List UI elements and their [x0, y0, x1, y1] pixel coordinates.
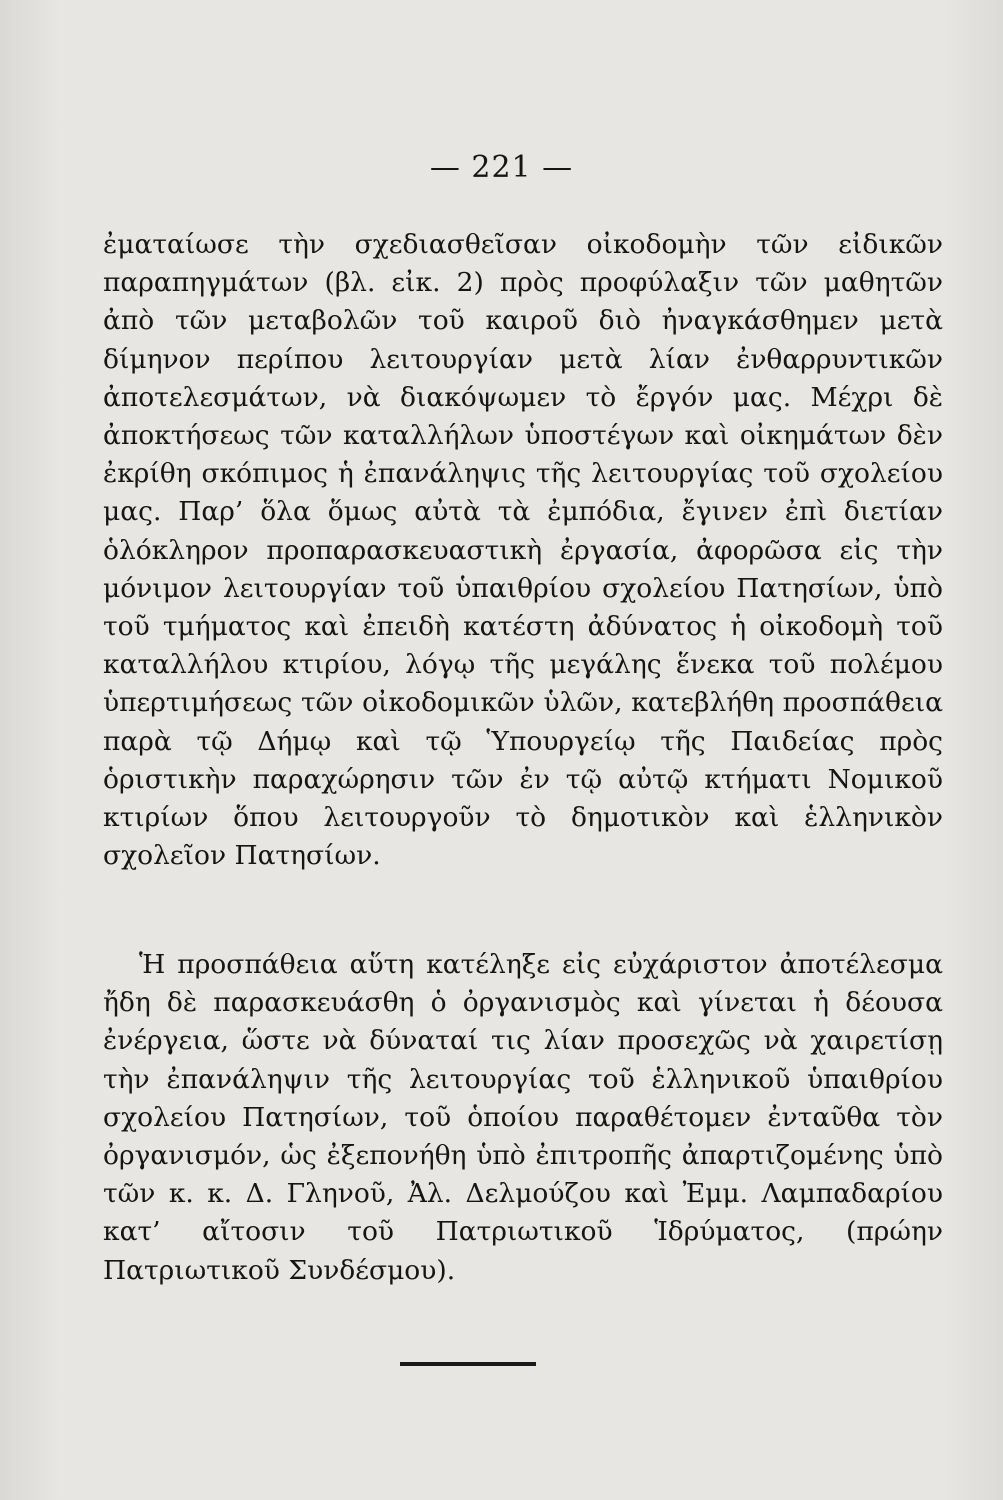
paragraph-2: Ἡ προσπάθεια αὕτη κατέληξε εἰς εὐχάριστον ἀποτέλεσμα ἤδη δὲ παρασκευάσθη ὁ ὀργανισμὸς καὶ γίνεται ἡ δέουσα ἐνέργεια, ὥστε νὰ δύναταί τις λίαν προσεχῶς νὰ χαιρετίσῃ τὴν ἐπανάληψιν τῆς λειτουργίας τοῦ ἑλληνικοῦ ὑπαιθρίου σχολείου Πατησίων, τοῦ ὁποίου παραθέτομεν ἐνταῦθα τὸν ὀργανισμόν, ὡς ἐξεπονήθη ὑπὸ ἐπιτροπῆς ἀπαρτιζομένης ὑπὸ τῶν κ. κ. Δ. Γληνοῦ, Ἀλ. Δελμούζου καὶ Ἐμμ. Λαμπαδαρίου κατ’ αἴτοσιν τοῦ Πατριωτικοῦ Ἱδρύματος, (πρώην Πατριωτικοῦ Συνδέσμου).	[103, 949, 943, 1286]
page-number: — 221 —	[429, 150, 574, 185]
paragraph-1: ἐματαίωσε τὴν σχεδιασθεῖσαν οἰκοδομὴν τῶν εἰδικῶν παραπηγμάτων (βλ. εἰκ. 2) πρὸς προφύλαξιν τῶν μαθητῶν ἀπὸ τῶν μεταβολῶν τοῦ καιροῦ διὸ ἠναγκάσθημεν μετὰ δίμηνον περίπου λειτουργίαν μετὰ λίαν ἐνθαρρυντικῶν ἀποτελεσμάτων, νὰ διακόψωμεν τὸ ἔργόν μας. Μέχρι δὲ ἀποκτήσεως τῶν καταλλήλων ὑποστέγων καὶ οἰκημάτων δὲν ἐκρίθη σκόπιμος ἡ ἐπανάληψις τῆς λειτουργίας τοῦ σχολείου μας. Παρ’ ὅλα ὅμως αὐτὰ τὰ ἐμπόδια, ἔγινεν ἐπὶ διετίαν ὁλόκληρον προπαρασκευαστικὴ ἐργασία, ἀφορῶσα εἰς τὴν μόνιμον λειτουργίαν τοῦ ὑπαιθρίου σχολείου Πατησίων, ὑπὸ τοῦ τμήματος καὶ ἐπειδὴ κατέστη ἀδύνατος ἡ οἰκοδομὴ τοῦ καταλλήλου κτιρίου, λόγῳ τῆς μεγάλης ἕνεκα τοῦ πολέμου ὑπερτιμήσεως τῶν οἰκοδομικῶν ὑλῶν, κατεβλήθη προσπάθεια παρὰ τῷ Δήμῳ καὶ τῷ Ὑπουργείῳ τῆς Παιδείας πρὸς ὁριστικὴν παραχώρησιν τῶν ἐν τῷ αὐτῷ κτήματι Νομικοῦ κτιρίων ὅπου λειτουργοῦν τὸ δημοτικὸν καὶ ἑλληνικὸν σχολεῖον Πατησίων.	[103, 229, 943, 872]
end-rule	[400, 1362, 536, 1366]
